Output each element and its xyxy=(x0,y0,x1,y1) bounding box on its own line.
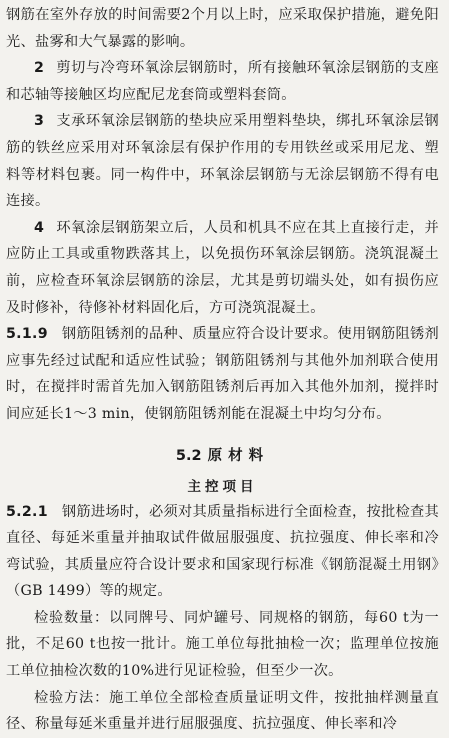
clause-text: 钢筋阻锈剂的品种、质量应符合设计要求。使用钢筋阻锈剂应事先经过试配和适应性试验；钢筋阻锈剂与其他外加剂联合使用时，在搅拌时需首先加入钢筋阻锈剂后再加入其他外加剂，搅拌时间应延长1～3 min，使钢筋阻锈剂能在混凝土中均匀分布。 xyxy=(6,326,439,422)
clause-5-1-9 xyxy=(6,321,439,427)
section-number: 5.2 xyxy=(175,447,202,464)
item-text: 支承环氧涂层钢筋的垫块应采用塑料垫块，绑扎环氧涂层钢筋的铁丝应采用对环氧涂层有保护作用的专用铁丝或采用尼龙、塑料等材料包裹。同一构件中，环氧涂层钢筋与无涂层钢筋不得有电连接。 xyxy=(6,113,439,210)
item-2-cutting-bending xyxy=(6,55,439,108)
item-3-support-blocks xyxy=(6,108,439,214)
inspection-quantity xyxy=(6,605,439,685)
subsection-heading: 主控项目 xyxy=(187,478,258,495)
clause-5-2-1 xyxy=(6,499,439,605)
item-text: 环氧涂层钢筋架立后，人员和机具不应在其上直接行走，并应防止工具或重物跌落其上，以免损伤环氧涂层钢筋。浇筑混凝土前，应检查环氧涂层钢筋的涂层，尤其是剪切端头处，如有损伤应及时修补，待修补材料固化后，方可浇筑混凝土。 xyxy=(6,219,439,316)
item-text: 剪切与冷弯环氧涂层钢筋时，所有接触环氧涂层钢筋的支座和芯轴等接触区均应配尼龙套筒或塑料套筒。 xyxy=(6,60,439,103)
paragraph-storage-continued xyxy=(6,2,439,55)
section-heading xyxy=(6,444,439,465)
clause-text: 钢筋进场时，必须对其质量指标进行全面检查，按批检查其直径、每延米重量并抽取试件做屈服强度、抗拉强度、伸长率和冷弯试验，其质量应符合设计要求和国家现行标准《钢筋混凝土用钢》（GB 1499）等的规定。 xyxy=(6,503,439,600)
paragraph-text: 检验方法：施工单位全部检查质量证明文件，按批抽样测量直径、称量每延米重量并进行屈服强度、抗拉强度、伸长率和冷 xyxy=(6,689,439,733)
item-number: 2 xyxy=(34,60,45,77)
item-number: 4 xyxy=(34,219,45,236)
clause-number: 5.2.1 xyxy=(6,503,48,520)
paragraph-text: 检验数量：以同牌号、同炉罐号、同规格的钢筋，每60 t为一批，不足60 t也按一批计。施工单位每批抽检一次；监理单位按施工单位抽检次数的10%进行见证检验，但至少一次。 xyxy=(6,609,439,680)
section-title: 原材料 xyxy=(207,446,270,464)
clause-number: 5.1.9 xyxy=(6,326,48,343)
paragraph-text: 钢筋在室外存放的时间需要2个月以上时，应采取保护措施，避免阳光、盐雾和大气暴露的影响。 xyxy=(6,7,439,50)
item-number: 3 xyxy=(34,113,45,130)
item-4-protection xyxy=(6,215,439,321)
inspection-method xyxy=(6,685,439,738)
